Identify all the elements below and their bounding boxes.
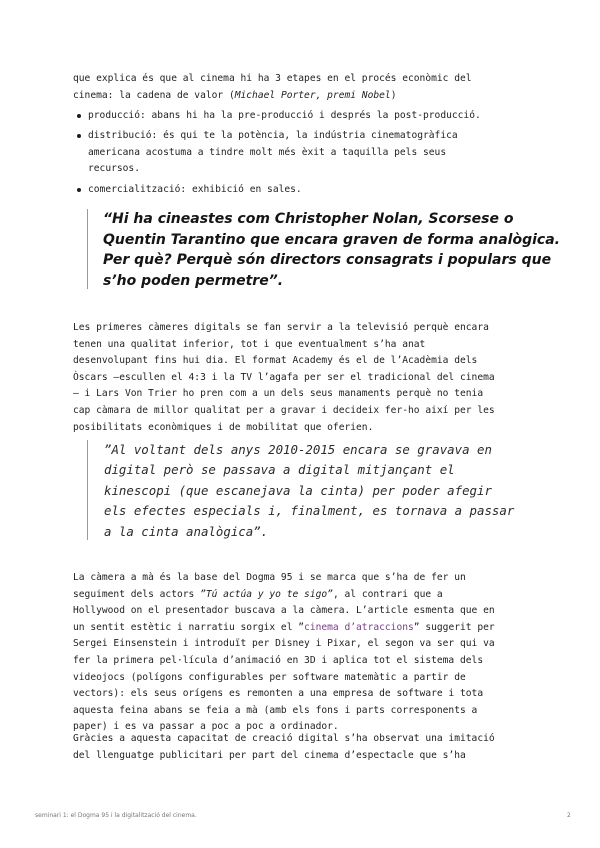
- paragraph-line: vectors): els seus orígens es remonten a una empresa de software i tota: [73, 688, 484, 700]
- pull-quote-1: [87, 209, 560, 290]
- paragraph-line: Gràcies a aquesta capacitat de creació digital s’ha observat una imitació: [73, 733, 495, 744]
- paragraph-line: cap càmara de millor qualitat per a gravar i decideix fer-ho així per les: [73, 404, 495, 416]
- paragraph-line: tenen una qualitat inferior, tot i que eventualment s’ha anat: [73, 338, 426, 350]
- paragraph-fragment: ” suggerit per: [413, 621, 495, 633]
- list-item-text: distribució: és qui te la potència, la indústria cinematogràfica: [88, 130, 458, 142]
- list-item-text: producció: abans hi ha la pre-producció i després la post-producció.: [88, 110, 481, 121]
- paragraph-fragment: seguiment dels actors: [73, 588, 201, 600]
- pull-quote-2-text: [104, 440, 514, 542]
- paragraph-line: [73, 587, 528, 604]
- paragraph-line: Hollywood on el presentador buscava a la càmera. L’article esmenta que en: [73, 605, 495, 617]
- paragraph-line: La càmera a mà és la base del Dogma 95 i se marca que s’ha de fer un: [73, 572, 466, 583]
- intro-line-2-end: ): [390, 89, 397, 101]
- advertising-paragraph: [73, 731, 528, 764]
- paragraph-line: fer la primera pel·lícula d’animació en 3D i aplica tot el sistema dels: [73, 654, 484, 666]
- paragraph-fragment: un sentit estètic i narratiu sorgix el ”: [73, 621, 305, 633]
- list-item-text: americana acostuma a tindre molt més èxit a taquilla pels seus: [88, 146, 447, 158]
- quote-line: a la cinta analògica”.: [104, 523, 269, 539]
- paragraph-line: posibilitats econòmiques i de mobilitat que oferien.: [73, 421, 374, 433]
- paragraph-line: paper) i es va passar a poc a poc a ordinador.: [73, 721, 339, 733]
- paragraph-line: del llenguatge publicitari per part del cinema d’espectacle que s’ha: [73, 749, 466, 761]
- cinema-atraccions-link[interactable]: cinema d’atraccions: [304, 621, 414, 633]
- pull-quote-1-text: [103, 209, 560, 292]
- quote-line: digital però se passava a digital mitjançant el: [104, 462, 455, 478]
- value-chain-list: [73, 108, 533, 202]
- quote-line: Per què? Perquè són directors consagrats i populars que: [103, 252, 552, 269]
- page-number: 2: [567, 812, 571, 819]
- intro-paragraph: [73, 71, 528, 104]
- quote-line: ”Al voltant dels anys 2010-2015 encara se gravava en: [104, 442, 492, 457]
- paragraph-line: Òscars —escullen el 4:3 i la TV l’agafa per ser el tradicional del cinema: [73, 371, 495, 383]
- digital-cameras-paragraph: [73, 320, 528, 436]
- pull-quote-2: [87, 440, 536, 540]
- list-item: [73, 128, 533, 177]
- bullet-icon: [77, 188, 81, 192]
- dogma-quote: ”Tú actúa y yo te sigo”: [200, 588, 333, 600]
- list-item: [73, 182, 533, 198]
- paragraph-fragment: , al contrari que a: [332, 588, 443, 600]
- bullet-icon: [77, 134, 81, 138]
- intro-line-2-start: cinema: la cadena de valor (: [73, 89, 235, 101]
- dogma-paragraph: [73, 570, 528, 736]
- quote-line: Quentin Tarantino que encara graven de forma analògica.: [103, 231, 560, 248]
- intro-citation: Michael Porter, premi Nobel: [234, 89, 391, 101]
- paragraph-line: videojocs (polígons configurables per software matemàtic a partir de: [73, 671, 466, 683]
- paragraph-line: — i Lars Von Trier ho pren com a un dels seus manaments perquè no tenia: [73, 388, 484, 400]
- list-item-text: comercialització: exhibició en sales.: [88, 183, 302, 195]
- paragraph-line: desenvolupant fins hui dia. El format Academy és el de l’Acadèmia dels: [73, 355, 478, 367]
- list-item-text: recursos.: [88, 163, 140, 175]
- intro-line-2: [73, 88, 528, 105]
- bullet-icon: [77, 114, 81, 118]
- paragraph-line: Les primeres càmeres digitals se fan servir a la televisió perquè encara: [73, 322, 489, 333]
- quote-line: “Hi ha cineastes com Christopher Nolan, Scorsese o: [103, 211, 514, 227]
- quote-line: s’ho poden permetre”.: [103, 273, 284, 290]
- intro-line-1: que explica és que al cinema hi ha 3 etapes en el procés econòmic del: [73, 73, 472, 84]
- quote-line: els efectes especials i, finalment, es tornava a passar: [104, 503, 515, 519]
- paragraph-line: aquesta feina abans se feia a mà (amb els fons i parts corresponents a: [73, 704, 478, 716]
- quote-line: kinescopi (que escanejava la cinta) per poder afegir: [104, 482, 492, 498]
- list-item: [73, 108, 533, 124]
- paragraph-line: Sergei Einsenstein i introduït per Disney i Pixar, el segon va ser qui va: [73, 638, 495, 650]
- footer-title: seminari 1: el Dogma 95 i la digitalització del cinema.: [35, 812, 197, 819]
- paragraph-line: [73, 620, 528, 637]
